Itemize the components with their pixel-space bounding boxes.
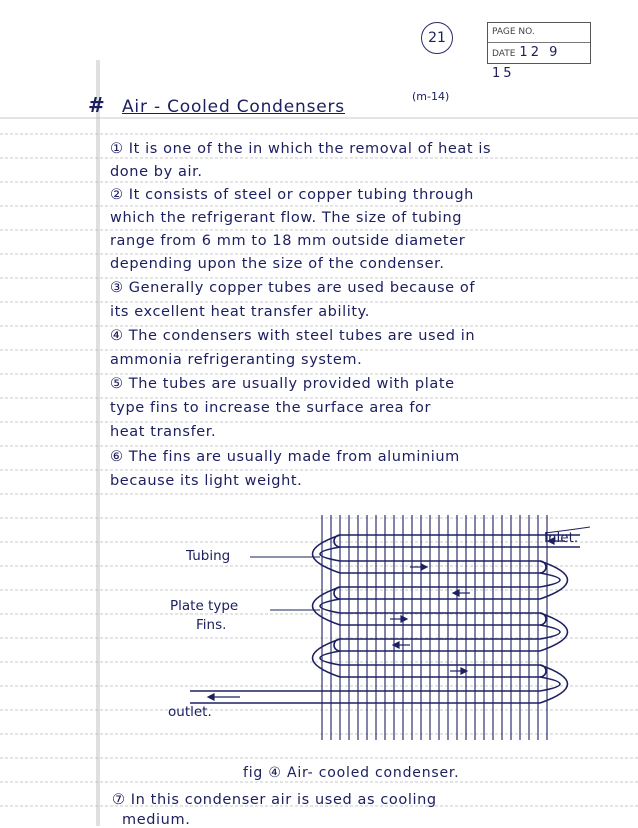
heading-hash: #	[88, 93, 105, 117]
text-line-13: heat transfer.	[110, 424, 217, 440]
text-line-12: type fins to increase the surface area for	[110, 400, 432, 416]
text-line-3: ② It consists of steel or copper tubing through	[110, 187, 474, 203]
date-value: 12 9 15	[492, 45, 561, 81]
text-line-4: which the refrigerant flow. The size of tubing	[110, 210, 463, 226]
footer-line-2: medium.	[122, 812, 191, 828]
date-row	[488, 43, 590, 81]
label-inlet: Inlet.	[544, 530, 579, 546]
label-fins-2: Fins.	[196, 617, 227, 633]
label-outlet: outlet.	[168, 704, 212, 720]
title-note: (m-14)	[412, 90, 450, 103]
page-date-box	[487, 22, 591, 81]
text-line-2: done by air.	[110, 164, 203, 180]
page-no-label: PAGE NO.	[488, 23, 590, 43]
label-tubing: Tubing	[186, 548, 231, 564]
text-line-7: ③ Generally copper tubes are used because of	[110, 280, 476, 296]
page-title: Air - Cooled Condensers	[122, 97, 345, 117]
figure-caption: fig ④ Air- cooled condenser.	[243, 765, 460, 781]
leader-lines	[250, 527, 590, 610]
label-fins-1: Plate type	[170, 598, 239, 614]
condenser-diagram	[150, 505, 610, 765]
text-line-15: because its light weight.	[110, 473, 303, 489]
text-line-1: ① It is one of the in which the removal of heat is	[110, 141, 492, 157]
text-line-8: its excellent heat transfer ability.	[110, 304, 370, 320]
text-line-9: ④ The condensers with steel tubes are used in	[110, 328, 476, 344]
footer-line-1: ⑦ In this condenser air is used as cooling	[112, 792, 437, 808]
text-line-5: range from 6 mm to 18 mm outside diameter	[110, 233, 466, 249]
text-line-14: ⑥ The fins are usually made from aluminium	[110, 449, 460, 465]
text-line-11: ⑤ The tubes are usually provided with plate	[110, 376, 455, 392]
plate-fins	[322, 515, 547, 740]
page-number-circle: 21	[421, 22, 453, 54]
text-line-6: depending upon the size of the condenser.	[110, 256, 445, 272]
date-label: DATE	[492, 49, 516, 59]
text-line-10: ammonia refrigeranting system.	[110, 352, 363, 368]
